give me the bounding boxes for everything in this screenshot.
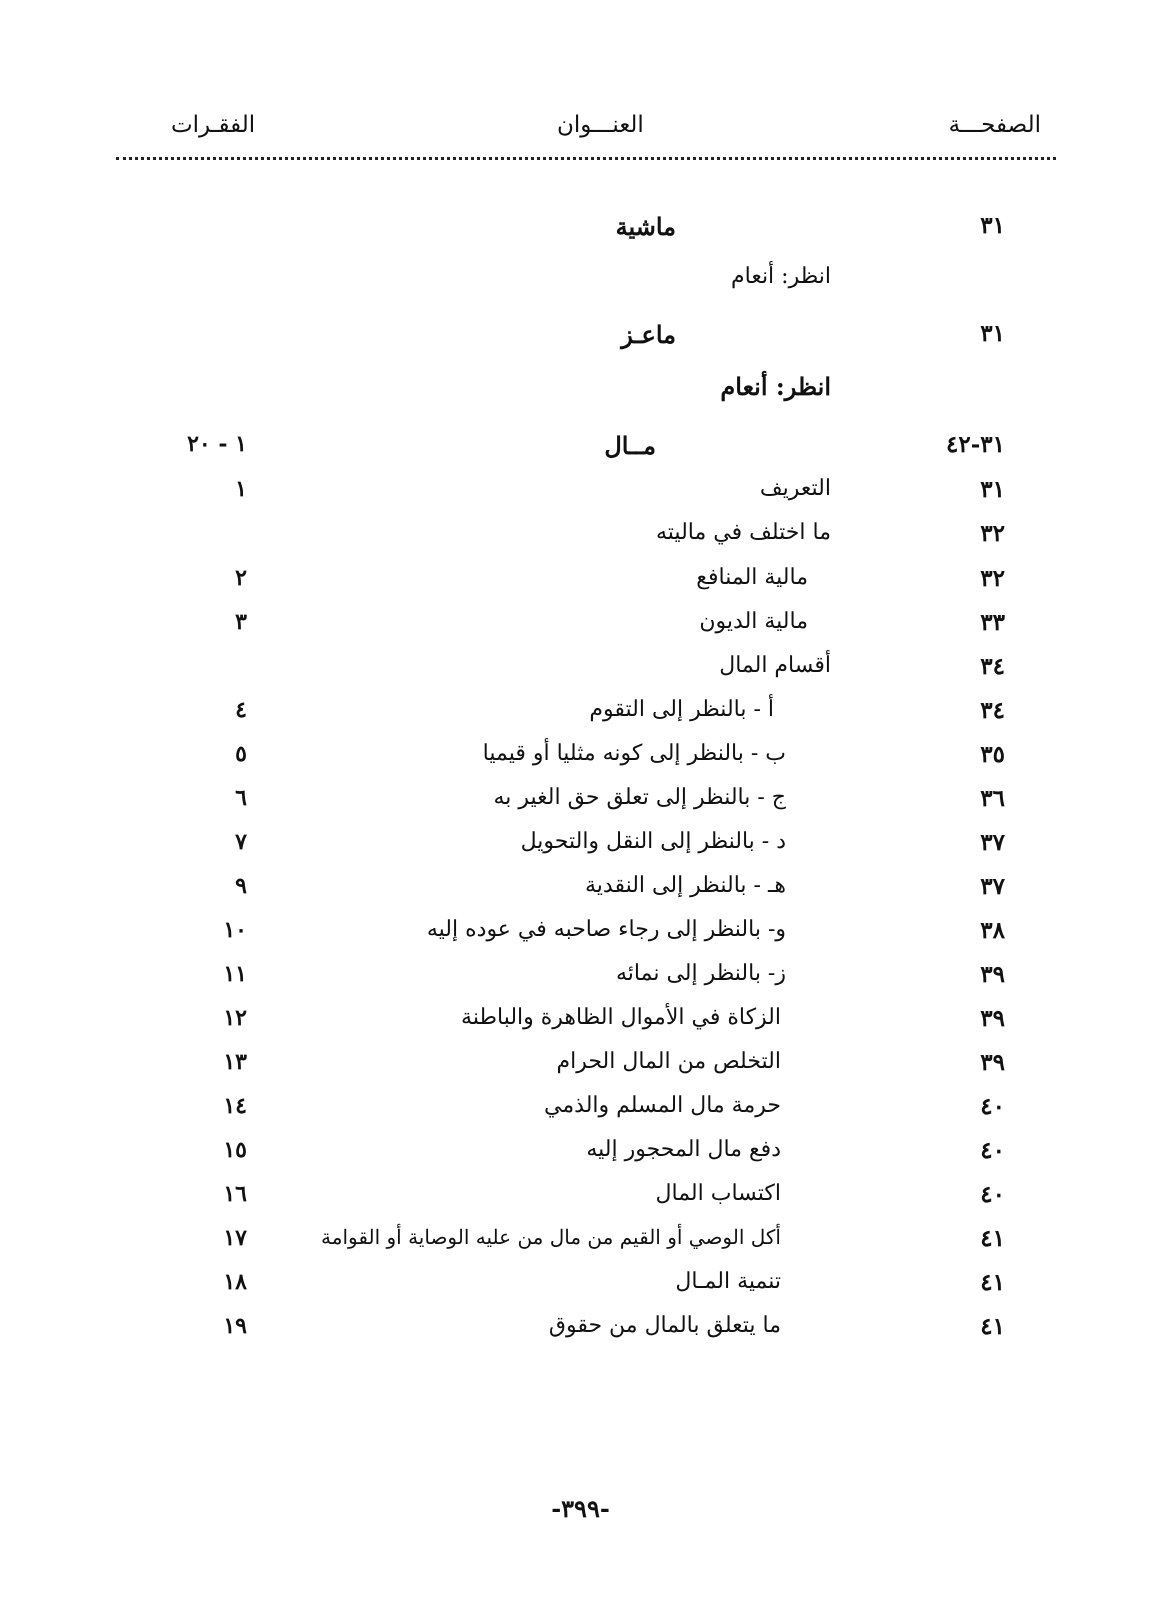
- entry-paras: ١: [235, 476, 247, 502]
- entry-title: مالية الديون: [699, 609, 808, 634]
- entry-title: ما اختلف في ماليته: [656, 520, 831, 545]
- entry-title: ب - بالنظر إلى كونه مثليا أو قيميا: [482, 741, 786, 766]
- index-row: [0, 320, 1161, 354]
- entry-page: ٣٤: [980, 653, 1005, 680]
- entry-page: ٣٢: [980, 565, 1005, 592]
- index-row: [0, 520, 1161, 554]
- entry-title: هـ - بالنظر إلى النقدية: [584, 873, 786, 898]
- index-row: [0, 1005, 1161, 1039]
- entry-page: ٣٧: [980, 873, 1005, 900]
- index-row: [0, 829, 1161, 863]
- entry-page: ٣٩: [980, 1049, 1005, 1076]
- entry-paras: ٦: [235, 785, 247, 811]
- header-paras-label: الفقـرات: [171, 112, 256, 138]
- entry-title: ج - بالنظر إلى تعلق حق الغير به: [493, 785, 786, 810]
- entry-title: د - بالنظر إلى النقل والتحويل: [520, 829, 786, 854]
- index-row: [0, 372, 1161, 406]
- entry-title: تنمية المـال: [675, 1269, 781, 1294]
- entry-title: ما يتعلق بالمال من حقوق: [548, 1313, 781, 1338]
- entry-paras: ١٦: [223, 1181, 247, 1207]
- entry-title: أقسام المال: [719, 653, 831, 678]
- entry-title: حرمة مال المسلم والذمي: [544, 1093, 781, 1118]
- entry-paras: ٧: [235, 829, 247, 855]
- entry-page: ٣٦: [980, 785, 1005, 812]
- entry-title: ماشية: [615, 212, 676, 241]
- index-row: [0, 741, 1161, 775]
- header-dotted-divider: [116, 157, 1056, 160]
- entry-paras: ١٠: [223, 917, 247, 943]
- entry-title: انظر: أنعام: [720, 372, 831, 401]
- index-row: [0, 1269, 1161, 1303]
- entry-page: ٤١: [980, 1313, 1005, 1340]
- entry-page: ٣١: [980, 212, 1005, 239]
- entry-page: ٤٠: [980, 1093, 1005, 1120]
- entry-paras: ١ - ٢٠: [187, 431, 247, 457]
- entry-page: ٣١-٤٢: [946, 431, 1005, 458]
- index-row: [0, 873, 1161, 907]
- index-row: [0, 961, 1161, 995]
- entry-page: ٤٠: [980, 1137, 1005, 1164]
- header-title-label: العنـــوان: [557, 112, 644, 138]
- entry-page: ٤١: [980, 1225, 1005, 1252]
- entry-paras: ٤: [235, 697, 247, 723]
- index-row: [0, 1137, 1161, 1171]
- entry-title: الزكاة في الأموال الظاهرة والباطنة: [461, 1005, 781, 1030]
- entry-paras: ٢: [235, 565, 247, 591]
- entry-title: ماعـز: [621, 320, 676, 349]
- entry-paras: ١٧: [223, 1225, 247, 1251]
- entry-page: ٣٩: [980, 1005, 1005, 1032]
- index-row: [0, 785, 1161, 819]
- index-row: [0, 212, 1161, 246]
- entry-paras: ٩: [235, 873, 247, 899]
- entry-page: ٤١: [980, 1269, 1005, 1296]
- entry-title: مالية المنافع: [696, 565, 808, 590]
- header-page-label: الصفحـــة: [948, 112, 1041, 138]
- entry-title: التعريف: [759, 476, 831, 501]
- entry-title: اكتساب المال: [655, 1181, 781, 1206]
- entry-page: ٣٣: [980, 609, 1005, 636]
- entry-page: ٣٢: [980, 520, 1005, 547]
- entry-paras: ١٨: [223, 1269, 247, 1295]
- index-row: [0, 697, 1161, 731]
- index-row: [0, 1093, 1161, 1127]
- entry-paras: ٥: [235, 741, 247, 767]
- index-row: [0, 917, 1161, 951]
- entry-page: ٤٠: [980, 1181, 1005, 1208]
- entry-paras: ٣: [235, 609, 247, 635]
- index-row: [0, 1225, 1161, 1259]
- index-row: [0, 1313, 1161, 1347]
- page-number: -٣٩٩-: [551, 1494, 610, 1523]
- entry-page: ٣٨: [980, 917, 1005, 944]
- entry-title: و- بالنظر إلى رجاء صاحبه في عوده إليه: [426, 917, 786, 942]
- index-row: [0, 1181, 1161, 1215]
- entry-page: ٣٧: [980, 829, 1005, 856]
- index-row: [0, 264, 1161, 298]
- index-row: [0, 609, 1161, 643]
- entry-title: أكل الوصي أو القيم من مال من عليه الوصاية أو القوامة: [321, 1225, 781, 1249]
- entry-paras: ١٥: [223, 1137, 247, 1163]
- entry-page: ٣٤: [980, 697, 1005, 724]
- entry-title: التخلص من المال الحرام: [556, 1049, 781, 1074]
- index-row: [0, 565, 1161, 599]
- entry-paras: ١٢: [223, 1005, 247, 1031]
- entry-page: ٣١: [980, 320, 1005, 347]
- index-row: [0, 1049, 1161, 1083]
- entry-title: انظر: أنعام: [731, 264, 831, 289]
- entry-title: ز- بالنظر إلى نمائه: [615, 961, 786, 986]
- entry-paras: ١٤: [223, 1093, 247, 1119]
- entry-paras: ١٣: [223, 1049, 247, 1075]
- entry-page: ٣٥: [980, 741, 1005, 768]
- entry-paras: ١٩: [223, 1313, 247, 1339]
- entry-title: أ - بالنظر إلى التقوم: [589, 697, 774, 722]
- index-row: [0, 653, 1161, 687]
- entry-page: ٣٩: [980, 961, 1005, 988]
- entry-title: دفع مال المحجور إليه: [586, 1137, 781, 1162]
- entry-page: ٣١: [980, 476, 1005, 503]
- entry-paras: ١١: [223, 961, 247, 987]
- index-row: [0, 431, 1161, 465]
- entry-title: مــال: [604, 431, 656, 460]
- index-row: [0, 476, 1161, 510]
